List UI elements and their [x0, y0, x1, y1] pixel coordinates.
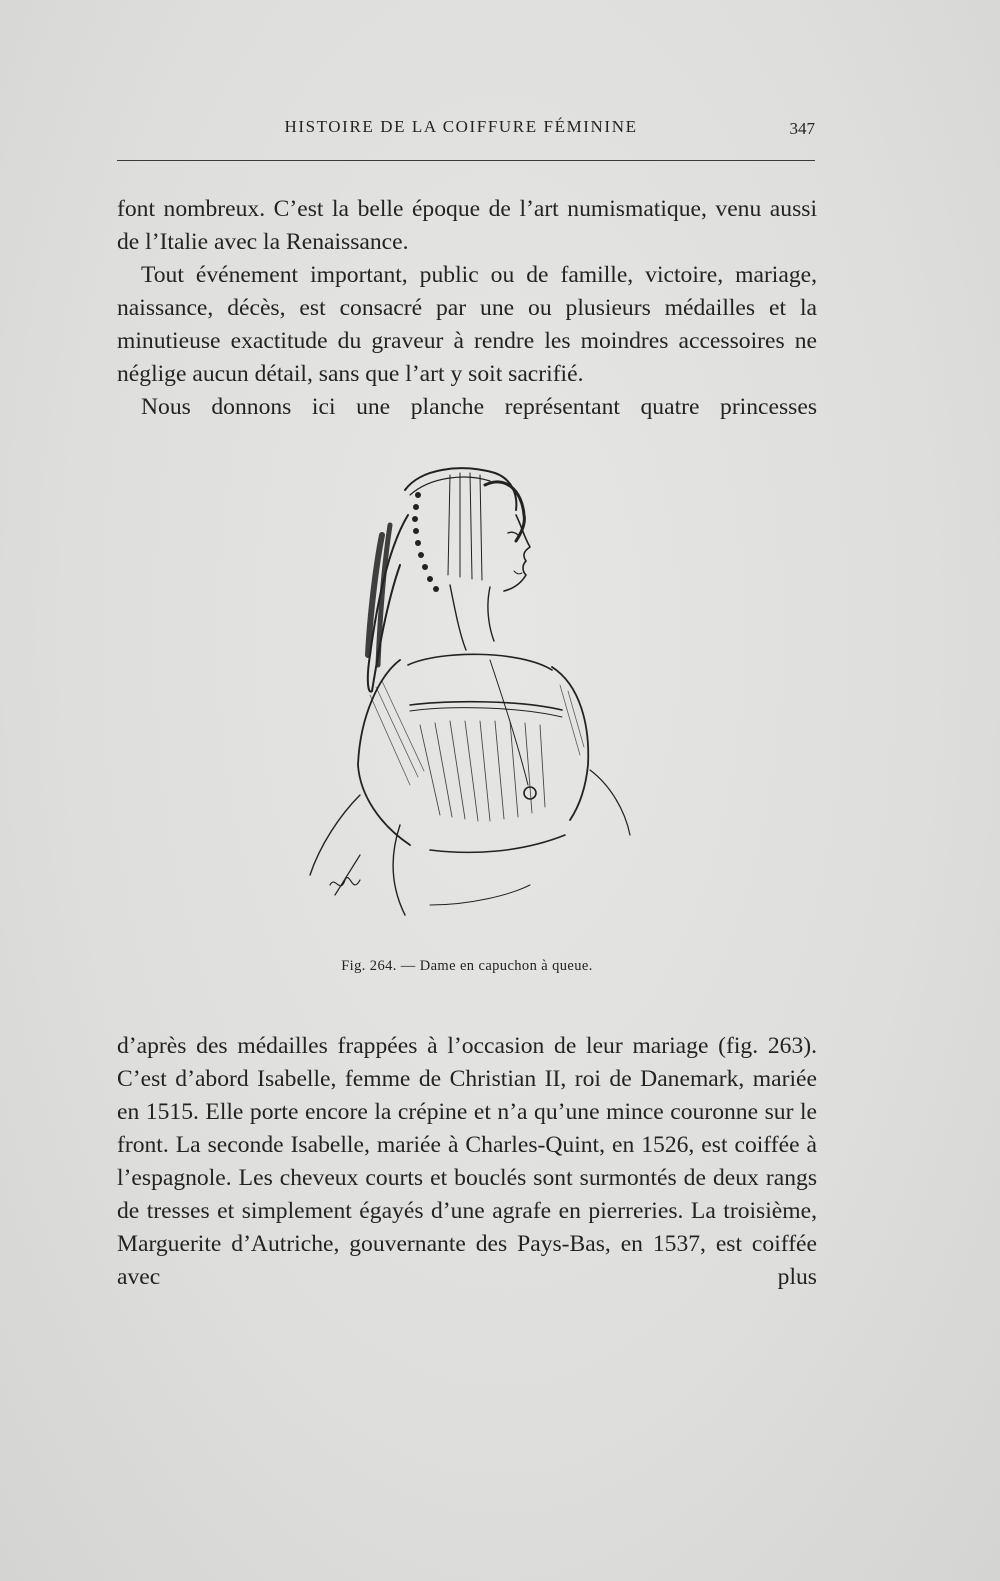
body-text-top: [117, 193, 817, 424]
page-header: [117, 117, 815, 143]
engraving-figure: [290, 455, 650, 930]
lady-hooded-illustration: [290, 455, 650, 930]
body-text-bottom: [117, 1030, 817, 1294]
page-number: 347: [789, 119, 815, 138]
paragraph: font nombreux. C’est la belle époque de l’art numismatique, venu aussi de l’Italie avec la Renaissance.: [117, 196, 817, 255]
paragraph: d’après des médailles frappées à l’occasion de leur mariage (fig. 263). C’est d’abord Isabelle, femme de Christian II, roi de Danemark, mariée en 1515. Elle porte encore la crépine et n’a qu’une mince couronne sur le front. La seconde Isabelle, mariée à Charles-Quint, en 1526, est coiffée à l’espagnole. Les cheveux courts et bouclés sont surmontés de deux rangs de tresses et simplement égayés d’une agrafe en pierreries. La troisième, Marguerite d’Autriche, gouvernante des Pays-Bas, en 1537, est coiffée avec plus: [117, 1033, 817, 1290]
figure-caption: Fig. 264. — Dame en capuchon à queue.: [341, 958, 593, 974]
paragraph: Nous donnons ici une planche représentant quatre princesses: [141, 394, 817, 420]
paragraph: Tout événement important, public ou de famille, victoire, mariage, naissance, décès, est consacré par une ou plusieurs médailles et la minutieuse exactitude du graveur à rendre les moindres accessoires ne néglige aucun détail, sans que l’art y soit sacrifié.: [117, 262, 817, 387]
header-rule: [117, 160, 815, 161]
running-title: HISTOIRE DE LA COIFFURE FÉMININE: [284, 117, 638, 136]
